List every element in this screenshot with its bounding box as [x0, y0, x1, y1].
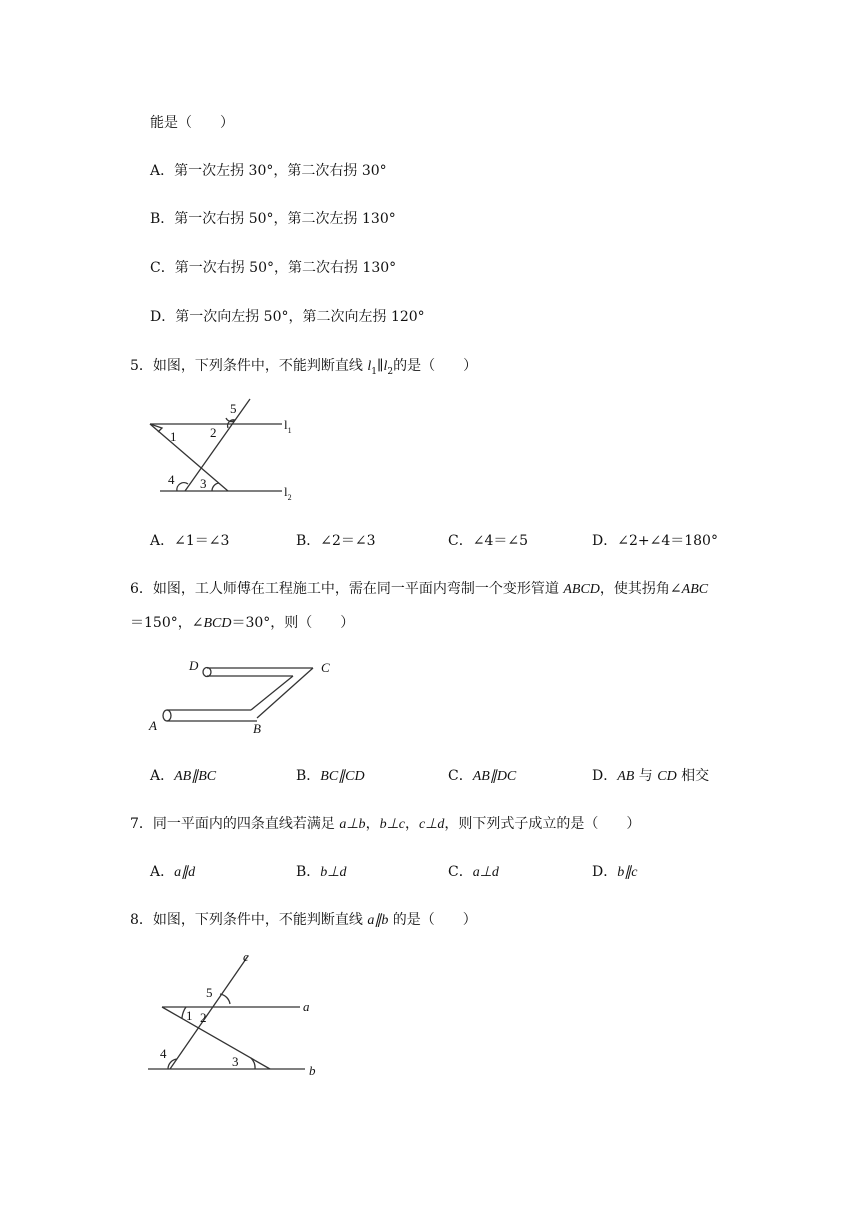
q7-option-a: A．a∥d: [150, 864, 196, 880]
q5-fig-label-4: 4: [168, 472, 175, 487]
q8-fig-label-5: 5: [206, 985, 213, 1000]
q6-option-c: C．AB∥DC: [448, 768, 517, 784]
q5-stem: 5．如图，下列条件中，不能判断直线 $l_1\parallel l_2$的是（ ）: [130, 358, 478, 377]
q8-fig-label-a: a: [303, 999, 310, 1014]
q4-option-b: B．第一次右拐 50°，第二次左拐 130°: [150, 211, 396, 227]
q4-option-d: D．第一次向左拐 50°，第二次向左拐 120°: [150, 309, 425, 325]
q7-option-d: D．b∥c: [592, 864, 638, 880]
q8-stem: 8．如图，下列条件中，不能判断直线 a∥b 的是（ ）: [130, 912, 477, 928]
q5-fig-label-1: 1: [170, 429, 177, 444]
q5-options: [0, 530, 860, 550]
q5-option-a: A．∠1＝∠3: [150, 533, 230, 549]
q4-option-a: A．第一次左拐 30°，第二次右拐 30°: [150, 163, 387, 179]
q5-fig-label-l2: $l_2$: [284, 484, 292, 502]
q5-option-d: D．∠2+∠4＝180°: [592, 533, 718, 549]
q6-option-d: D．AB 与 CD 相交: [592, 768, 710, 784]
q5-fig-label-l1: $l_1$: [284, 417, 292, 435]
q6-options: [0, 765, 860, 785]
q6-fig-label-c: C: [321, 660, 330, 675]
q8-fig-label-4: 4: [160, 1046, 167, 1061]
q4-option-c: C．第一次右拐 50°，第二次右拐 130°: [150, 260, 397, 276]
q8-fig-label-c: c: [243, 949, 249, 964]
q8-fig-label-2: 2: [200, 1010, 207, 1025]
q8-figure: [140, 950, 340, 1085]
q5-fig-label-5: 5: [230, 401, 237, 416]
q6-stem-line2: ＝150°，∠BCD＝30°，则（ ）: [130, 615, 355, 631]
q6-figure: [145, 650, 345, 740]
q5-option-b: B．∠2＝∠3: [296, 533, 376, 549]
q6-option-a: A．AB∥BC: [150, 768, 217, 784]
q6-option-b: B．BC∥CD: [296, 768, 365, 784]
q7-stem: 7．同一平面内的四条直线若满足 a⊥b，b⊥c，c⊥d，则下列式子成立的是（ ）: [130, 816, 641, 832]
q8-fig-label-1: 1: [186, 1008, 193, 1023]
q6-fig-label-d: D: [189, 658, 199, 673]
q7-options: [0, 861, 860, 881]
q8-fig-label-3: 3: [232, 1054, 239, 1069]
q4-stem-tail: 能是（ ）: [150, 115, 234, 131]
q5-fig-label-3: 3: [200, 476, 207, 491]
q6-fig-label-a: A: [149, 718, 157, 733]
q7-option-c: C．a⊥d: [448, 864, 499, 880]
q5-option-c: C．∠4＝∠5: [448, 533, 528, 549]
q5-figure: [140, 395, 310, 510]
q5-fig-label-2: 2: [210, 425, 217, 440]
q8-fig-label-b: b: [309, 1063, 316, 1078]
q7-option-b: B．b⊥d: [296, 864, 347, 880]
q6-fig-label-b: B: [253, 721, 261, 736]
q6-stem-line1: 6．如图，工人师傅在工程施工中，需在同一平面内弯制一个变形管道 ABCD，使其拐角∠ABC: [130, 581, 709, 597]
